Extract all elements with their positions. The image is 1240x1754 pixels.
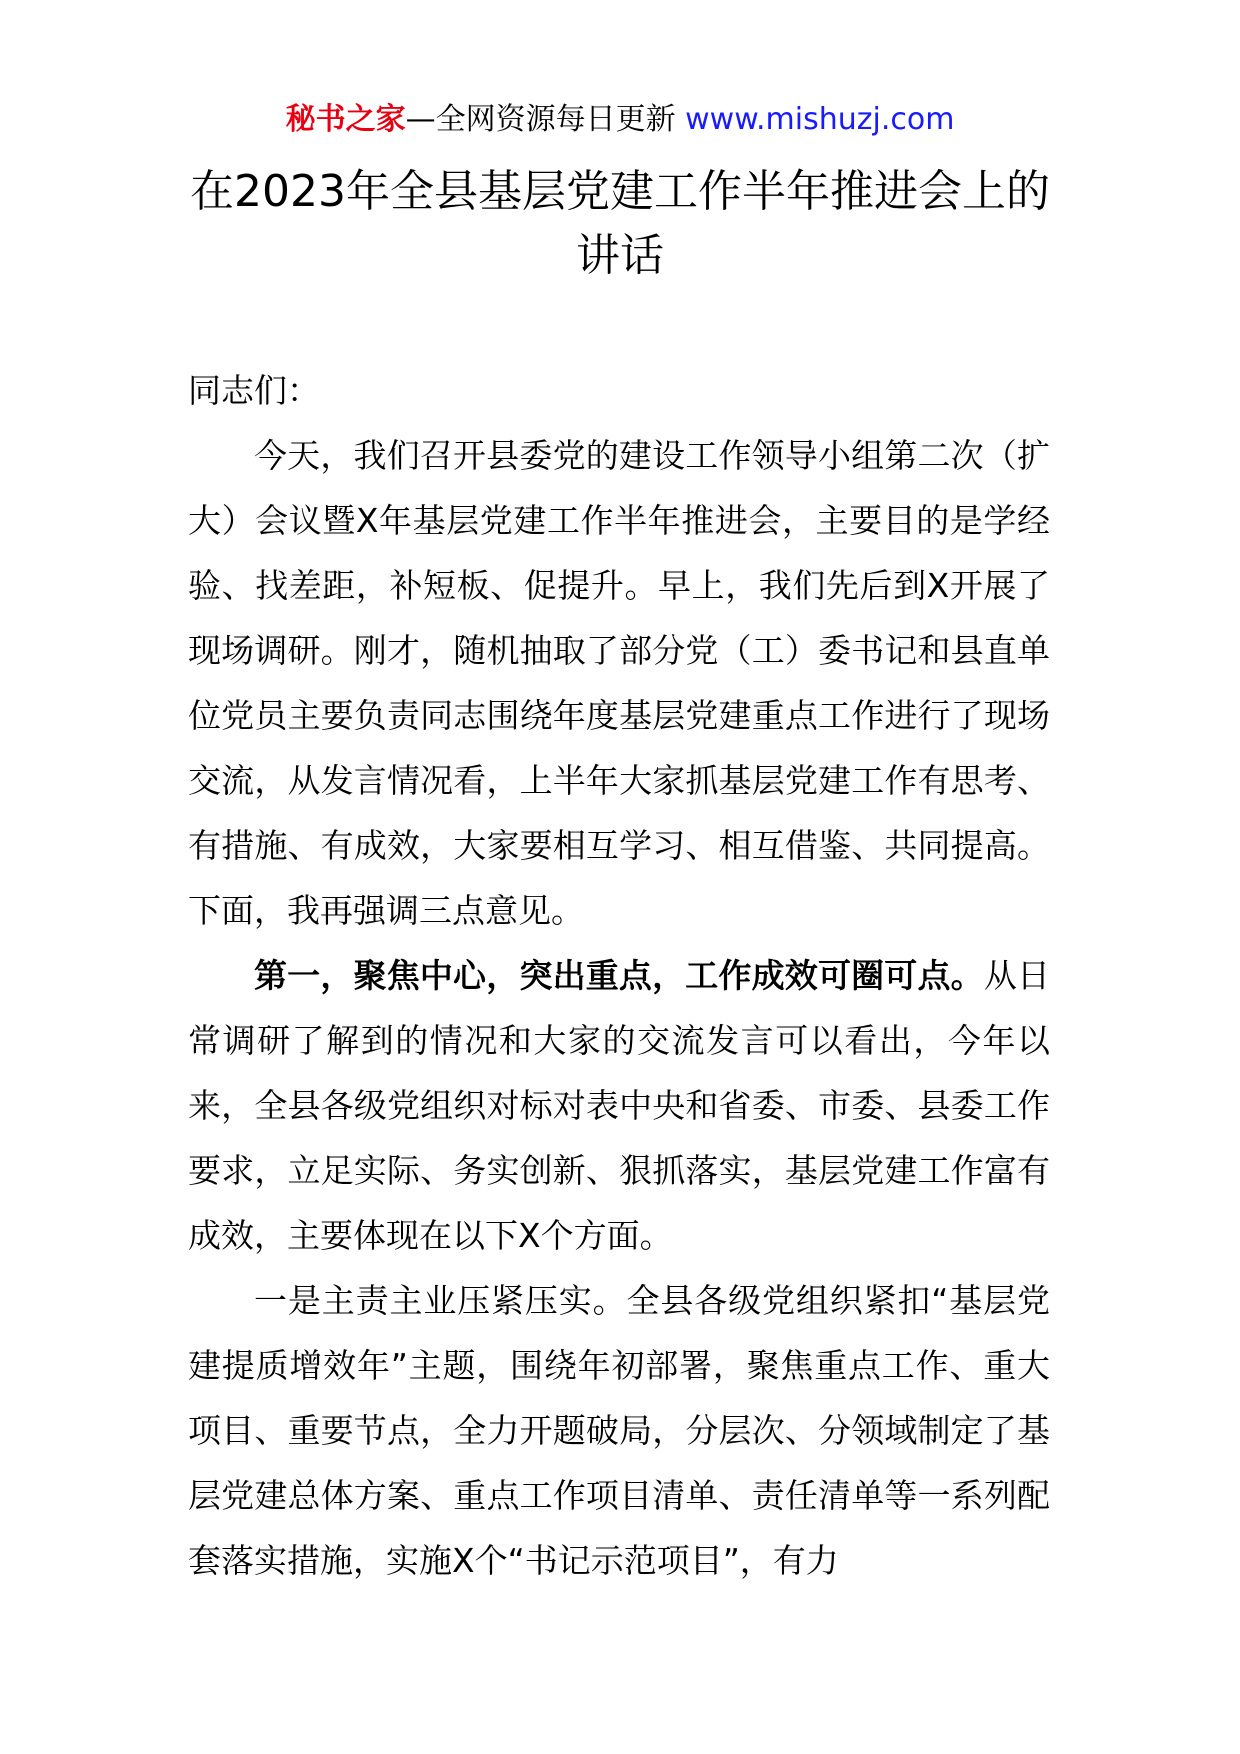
intro-paragraph: 今天，我们召开县委党的建设工作领导小组第二次（扩大）会议暨X年基层党建工作半年推进会，主要目的是学经验、找差距，补短板、促提升。早上，我们先后到X开展了现场调研。刚才，随机抽取了部分党（工）委书记和县直单位党员主要负责同志围绕年度基层党建重点工作进行了现场交流，从发言情况看，上半年大家抓基层党建工作有思考、有措施、有成效，大家要相互学习、相互借鉴、共同提高。下面，我再强调三点意见。 <box>188 436 1050 930</box>
header-tagline: —全网资源每日更新 <box>405 102 686 137</box>
section-one-text: 从日常调研了解到的情况和大家的交流发言可以看出，今年以来，全县各级党组织对标对表中央和省委、市委、县委工作要求，立足实际、务实创新、狠抓落实，基层党建工作富有成效，主要体现在以下X个方面。 <box>188 956 1051 1255</box>
section-one-heading: 第一，聚焦中心，突出重点，工作成效可圈可点。 <box>254 956 984 995</box>
header-site-url: www.mishuzj.com <box>685 102 955 137</box>
salutation: 同志们： <box>188 371 320 410</box>
point-one-paragraph: 一是主责主业压紧压实。全县各级党组织紧扣“基层党建提质增效年”主题，围绕年初部署，聚焦重点工作、重大项目、重要节点，全力开题破局，分层次、分领域制定了基层党建总体方案、重点工作项目清单、责任清单等一系列配套落实措施，实施X个“书记示范项目”，有力 <box>188 1281 1050 1580</box>
watermark-header <box>0 100 1240 140</box>
header-brand: 秘书之家 <box>285 102 406 137</box>
document-body <box>188 358 1050 1593</box>
section-one-paragraph <box>188 943 1050 1268</box>
document-title: 在2023年全县基层党建工作半年推进会上的讲话 <box>190 166 1050 281</box>
